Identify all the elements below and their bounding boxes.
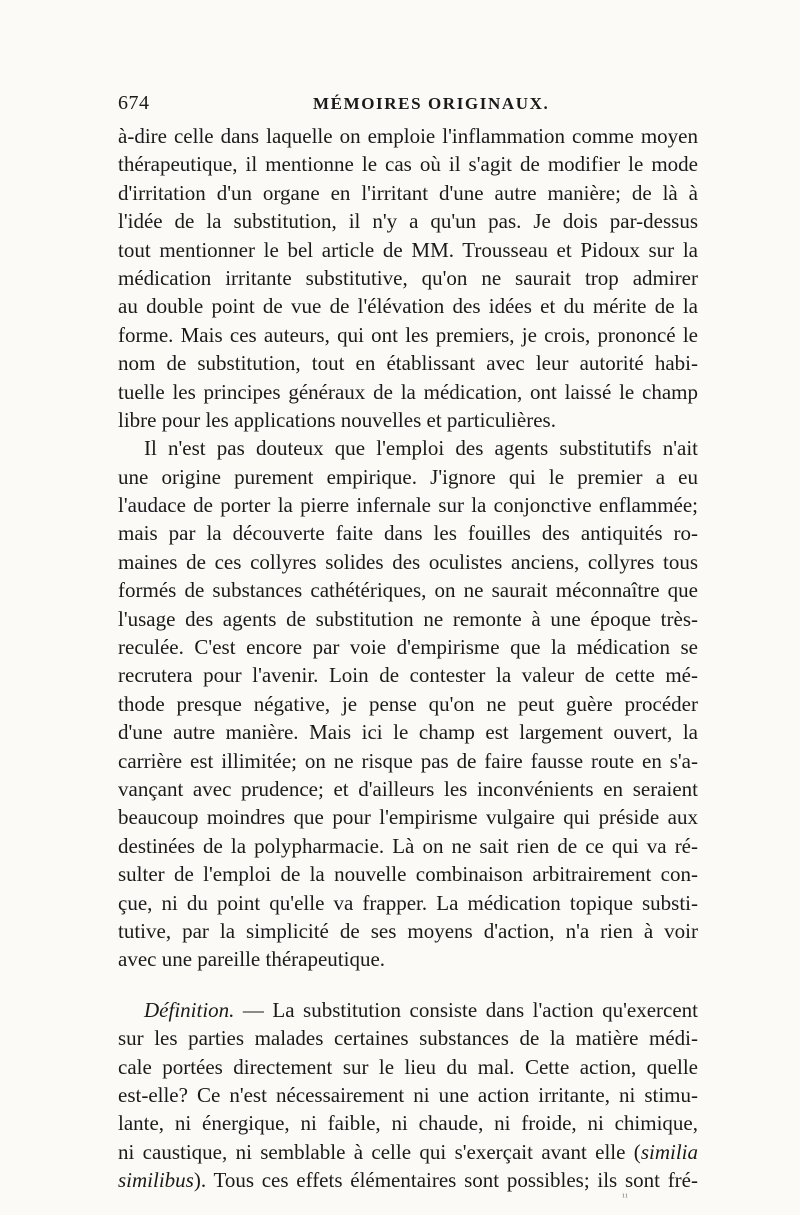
text-line: avec une pareille thérapeutique. bbox=[118, 947, 386, 972]
text-line: recrutera pour l'avenir. Loin de contester la valeur de cette mé- bbox=[118, 663, 698, 688]
latin-phrase: similia bbox=[640, 1139, 698, 1164]
text-line: d'une autre manière. Mais ici le champ est largement ouvert, la bbox=[118, 720, 698, 745]
text-line: cale portées directement sur le lieu du mal. Cette action, quelle bbox=[118, 1054, 698, 1079]
text-line: l'audace de porter la pierre infernale sur la conjonctive enflammée; bbox=[118, 493, 698, 518]
text-segment: ). Tous ces effets élémentaires sont possibles; ils sont fré- bbox=[193, 1168, 698, 1193]
text-line: l'usage des agents de substitution ne remonte à une époque très- bbox=[118, 606, 698, 631]
text-line: au double point de vue de l'élévation des idées et du mérite de la bbox=[118, 294, 698, 319]
body-text bbox=[118, 122, 698, 1194]
text-line: médication irritante substitutive, qu'on ne saurait trop admirer bbox=[118, 265, 698, 290]
footer-mark: ¹¹ bbox=[622, 1192, 628, 1203]
text-line: beaucoup moindres que pour l'empirisme vulgaire qui préside aux bbox=[118, 805, 698, 830]
text-line: libre pour les applications nouvelles et particulières. bbox=[118, 407, 556, 432]
text-line: reculée. C'est encore par voie d'empirisme que la médication se bbox=[118, 635, 698, 660]
text-line: thode presque négative, je pense qu'on ne peut guère procéder bbox=[118, 691, 698, 716]
text-line: tout mentionner le bel article de MM. Trousseau et Pidoux sur la bbox=[118, 237, 698, 262]
section-heading: Définition. bbox=[144, 997, 235, 1022]
text-line: sur les parties malades certaines substances de la matière médi- bbox=[118, 1026, 698, 1051]
text-line bbox=[118, 1166, 698, 1194]
text-line: carrière est illimitée; on ne risque pas de faire fausse route en s'a- bbox=[118, 748, 698, 773]
text-line: destinées de la polypharmacie. Là on ne sait rien de ce qui va ré- bbox=[118, 833, 698, 858]
text-segment: — La substitution consiste dans l'action qu'exercent bbox=[234, 997, 698, 1022]
text-line bbox=[118, 1138, 698, 1166]
text-line: lante, ni énergique, ni faible, ni chaude, ni froide, ni chimique, bbox=[118, 1111, 698, 1136]
text-line: vançant avec prudence; et d'ailleurs les inconvénients en seraient bbox=[118, 776, 698, 801]
text-line: tutive, par la simplicité de ses moyens d'action, n'a rien à voir bbox=[118, 918, 698, 943]
text-line: d'irritation d'un organe en l'irritant d'une autre manière; de là à bbox=[118, 180, 698, 205]
text-line: forme. Mais ces auteurs, qui ont les premiers, je crois, prononcé le bbox=[118, 322, 698, 347]
text-line: nom de substitution, tout en établissant avec leur autorité habi- bbox=[118, 351, 698, 376]
text-line: çue, ni du point qu'elle va frapper. La médication topique substi- bbox=[118, 890, 698, 915]
text-line: l'idée de la substitution, il n'y a qu'un pas. Je dois par-dessus bbox=[118, 209, 698, 234]
text-segment: ni caustique, ni semblable à celle qui s'exerçait avant elle ( bbox=[118, 1139, 641, 1164]
text-line: mais par la découverte faite dans les fouilles des antiquités ro- bbox=[118, 521, 698, 546]
page-number: 674 bbox=[118, 92, 150, 114]
text-line: tuelle les principes généraux de la médication, ont laissé le champ bbox=[118, 379, 698, 404]
text-line: une origine purement empirique. J'ignore qui le premier a eu bbox=[118, 464, 698, 489]
text-line: sulter de l'emploi de la nouvelle combinaison arbitrairement con- bbox=[118, 862, 698, 887]
page-header bbox=[118, 92, 698, 118]
running-head: MÉMOIRES ORIGINAUX. bbox=[313, 94, 550, 113]
latin-phrase: similibus bbox=[118, 1168, 194, 1193]
text-line: Il n'est pas douteux que l'emploi des agents substitutifs n'ait bbox=[144, 436, 698, 461]
text-line: maines de ces collyres solides des oculistes anciens, collyres tous bbox=[118, 549, 698, 574]
text-line: formés de substances cathétériques, on ne saurait méconnaître que bbox=[118, 578, 698, 603]
text-line: thérapeutique, il mentionne le cas où il s'agit de modifier le mode bbox=[118, 152, 698, 177]
text-line: à-dire celle dans laquelle on emploie l'inflammation comme moyen bbox=[118, 124, 698, 148]
text-line: est-elle? Ce n'est nécessairement ni une action irritante, ni stimu- bbox=[118, 1082, 698, 1107]
definition-line bbox=[118, 996, 698, 1024]
